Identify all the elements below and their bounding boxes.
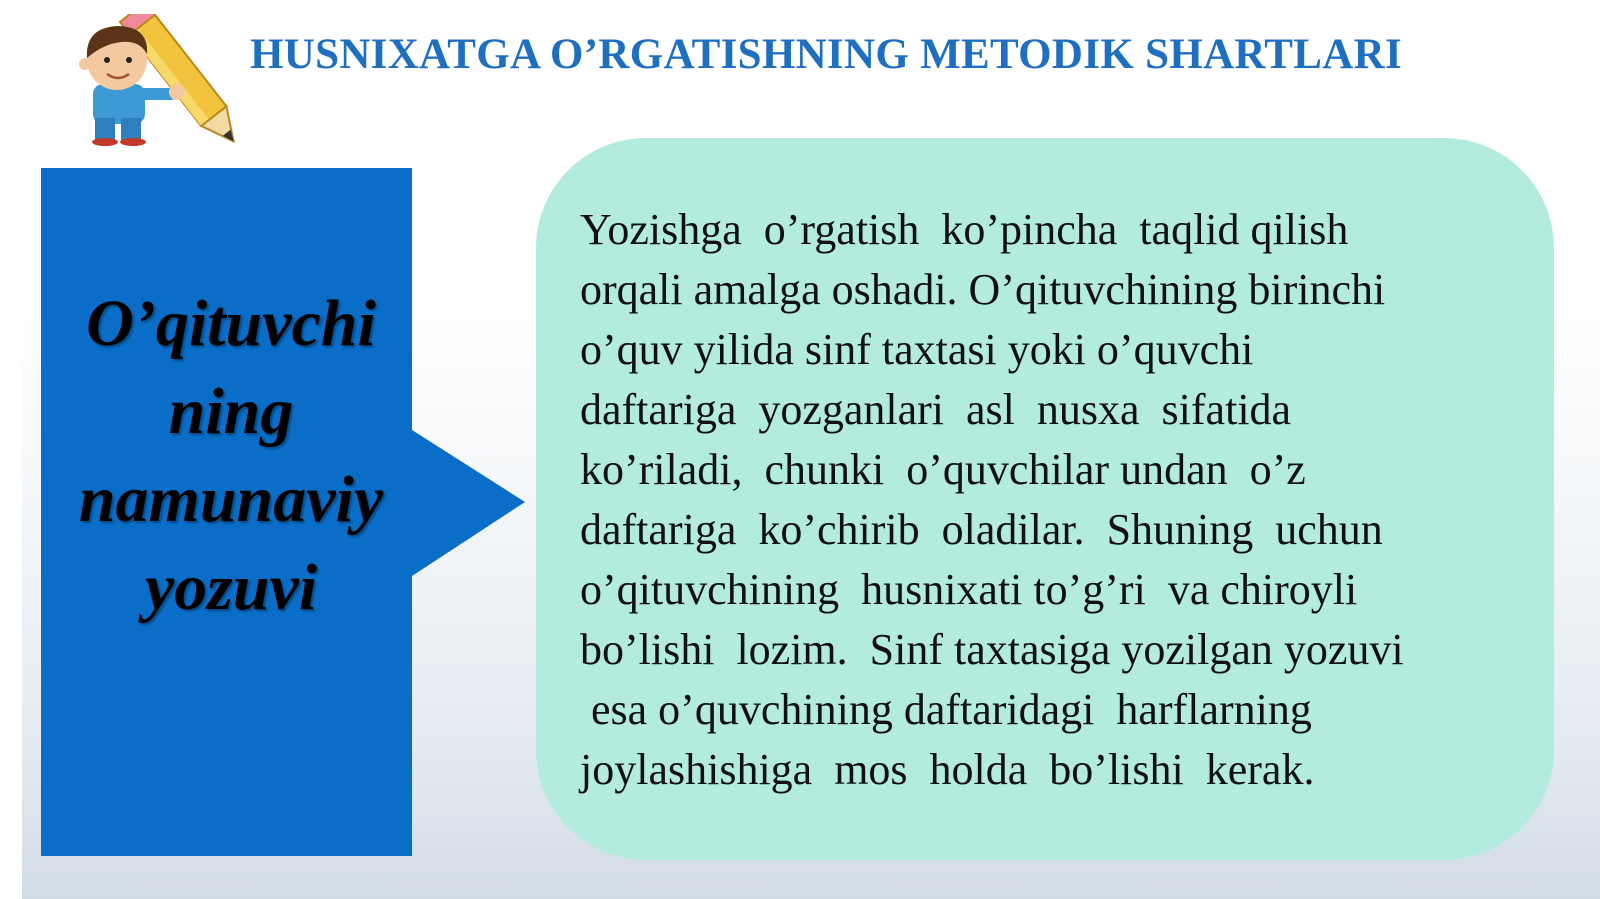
text-bubble [536, 138, 1554, 860]
body-text-line: o’quv yilida sinf taxtasi yoki o’quvchi [580, 325, 1254, 374]
body-text-line: bo’lishi lozim. Sinf taxtasiga yozilgan yozuvi [580, 625, 1404, 674]
body-text-line: daftariga yozganlari asl nusxa sifatida [580, 385, 1292, 434]
arrow-label-line: ning [168, 375, 294, 448]
arrow-label-line: yozuvi [144, 551, 318, 624]
body-text-line: esa o’quvchining daftaridagi harflarning [580, 685, 1312, 734]
body-text-line: joylashishiga mos holda bo’lishi kerak. [580, 745, 1315, 794]
slide-left-margin [0, 0, 22, 899]
arrow-label [41, 280, 421, 632]
slide-title: HUSNIXATGA O’RGATISHNING METODIK SHARTLARI [250, 31, 1402, 78]
body-text-line: ko’riladi, chunki o’quvchilar undan o’z [580, 445, 1306, 494]
body-text-line: Yozishga o’rgatish ko’pincha taqlid qilish [580, 205, 1349, 254]
body-text-line: o’qituvchining husnixati to’g’ri va chiroyli [580, 565, 1358, 614]
arrow-label-line: O’qituvchi [86, 287, 376, 360]
arrow-label-line: namunaviy [78, 463, 384, 536]
body-text-line: orqali amalga oshadi. O’qituvchining birinchi [580, 265, 1386, 314]
body-text-line: daftariga ko’chirib oladilar. Shuning uchun [580, 505, 1383, 554]
boy-with-pencil-icon [55, 14, 255, 146]
